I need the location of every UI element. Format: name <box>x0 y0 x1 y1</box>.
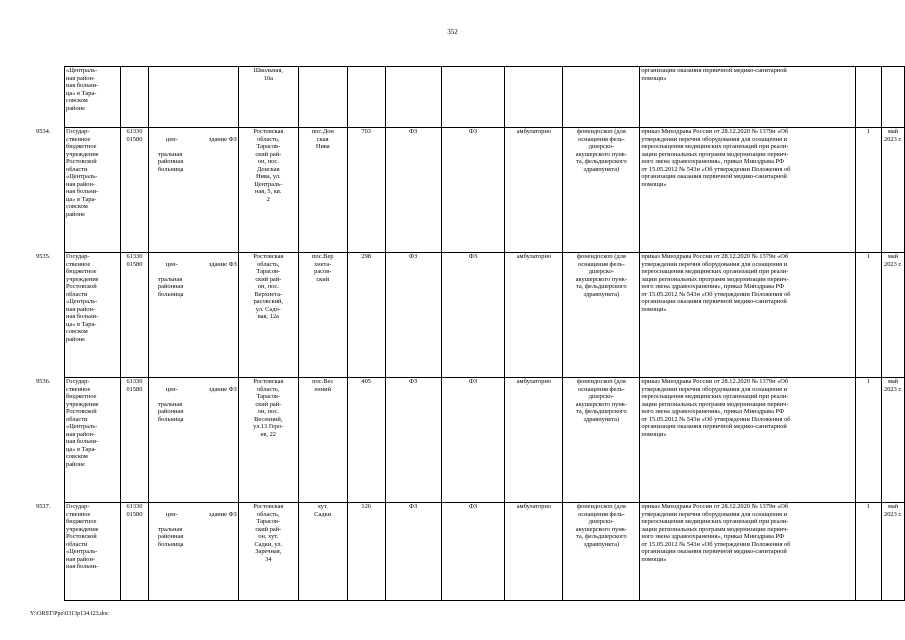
basis-cell: приказ Минздрава России от 28.12.2020 № 1379н «Об утверждении перечня оборудования для оснащения и переоснащения медицинских организаций при реали- зации региональных программ модернизации первич- ного звена здравоохранения», приказ Минздрава РФ от 15.05.2012 № 543н «Об утверждении Положения об организации оказания первичной медико-санитарной помощи» <box>640 253 856 378</box>
equipment-cell: фонендоскоп (для оснащения фель- дшерско- акушерского пунк- та, фельдшерского здравпункта) <box>563 503 640 601</box>
address-cell: Ростовская область, Тарасов- ский рай- он, пос. Верхнета- расовский, ул. Садо- вая, 12а <box>238 253 298 378</box>
equipment-cell: фонендоскоп (для оснащения фель- дшерско- акушерского пунк- та, фельдшерского здравпункта) <box>563 128 640 253</box>
type-cell: ФЗ <box>385 253 441 378</box>
institution-name: тральная районная больница <box>157 150 184 173</box>
mode-cell: амбулаторно <box>505 253 563 378</box>
date-cell: май 2023 г. <box>881 128 904 253</box>
building-label: здание ФЗ <box>208 510 237 518</box>
type-cell <box>385 67 441 128</box>
equipment-cell: фонендоскоп (для оснащения фель- дшерско- акушерского пунк- та, фельдшерского здравпункта) <box>563 378 640 503</box>
mode-cell: амбулаторно <box>505 503 563 601</box>
settlement-cell <box>298 67 347 128</box>
org-name: Государ- ственное бюджетное учреждение Ростовской области «Централь- ная район- ная больни- <box>66 503 99 571</box>
address-cell: Ростовская область, Тарасов- ский рай- он, хут. Садки, ул. Заречная, 34 <box>238 503 298 601</box>
building-label: здание ФЗ <box>208 135 237 143</box>
code-cell <box>120 67 148 128</box>
mode-cell: амбулаторно <box>505 378 563 503</box>
type-cell: ФЗ <box>441 253 505 378</box>
org-name: Государ- ственное бюджетное учреждение Ростовской области «Централь- ная район- ная больни- ца» в Тара- совском районе <box>66 253 99 344</box>
table-row <box>65 128 905 253</box>
org-cell <box>36 378 121 503</box>
equipment-table <box>36 66 905 601</box>
institution-cell <box>148 253 238 378</box>
type-cell: ФЗ <box>385 378 441 503</box>
settlement-cell: пос.Дон ская Нива <box>298 128 347 253</box>
row-number: 9535. <box>36 253 51 260</box>
type-cell: ФЗ <box>385 128 441 253</box>
org-cell <box>36 128 121 253</box>
equipment-cell: фонендоскоп (для оснащения фель- дшерско- акушерского пунк- та, фельдшерского здравпункта) <box>563 253 640 378</box>
table-row <box>65 378 905 503</box>
address-cell: Школьная, 10а <box>238 67 298 128</box>
settlement-cell: хут. Садки <box>298 503 347 601</box>
type-cell: ФЗ <box>441 503 505 601</box>
code-cell: 61330 01580 <box>120 503 148 601</box>
qty-cell: 1 <box>855 253 881 378</box>
org-name: Государ- ственное бюджетное учреждение Ростовской области «Централь- ная район- ная больни- ца» в Тара- совском районе <box>66 128 99 219</box>
document-path-footer: Y:\ORST\Ppo\0313p134.f23.doc <box>30 611 109 617</box>
institution-name: тральная районная больница <box>157 275 184 298</box>
institution-cell <box>148 503 238 601</box>
continuation-row <box>65 67 905 128</box>
page-number: 352 <box>447 28 458 36</box>
row-number: 9537. <box>36 503 51 510</box>
equipment-cell <box>563 67 640 128</box>
org-name: Государ- ственное бюджетное учреждение Ростовской области «Централь- ная район- ная больни- ца» в Тара- совском районе <box>66 378 99 469</box>
institution-cell <box>148 128 238 253</box>
institution-first-line: цен- <box>165 135 178 143</box>
qty-cell: 1 <box>855 503 881 601</box>
row-number: 9536. <box>36 378 51 385</box>
code-cell: 61330 01580 <box>120 128 148 253</box>
basis-cell: организации оказания первичной медико-санитарной помощи» <box>640 67 856 128</box>
institution-name: тральная районная больница <box>157 525 184 548</box>
type-cell: ФЗ <box>385 503 441 601</box>
qty-cell: 1 <box>855 378 881 503</box>
type-cell <box>441 67 505 128</box>
type-cell: ФЗ <box>441 378 505 503</box>
population-cell: 703 <box>347 128 385 253</box>
qty-cell: 1 <box>855 128 881 253</box>
population-cell: 126 <box>347 503 385 601</box>
building-label: здание ФЗ <box>208 260 237 268</box>
table-row <box>65 503 905 601</box>
settlement-cell: пос.Вер хнета- расов- ский <box>298 253 347 378</box>
institution-name: тральная районная больница <box>157 400 184 423</box>
row-number: 9534. <box>36 128 51 135</box>
address-cell: Ростовская область, Тарасов- ский рай- он, пос. Донская Нива, ул. Централь- ная, 5, кв. 2 <box>238 128 298 253</box>
population-cell: 405 <box>347 378 385 503</box>
basis-cell: приказ Минздрава России от 28.12.2020 № 1379н «Об утверждении перечня оборудования для оснащения и переоснащения медицинских организаций при реали- зации региональных программ модернизации первич- ного звена здравоохранения», приказ Минздрава РФ от 15.05.2012 № 543н «Об утверждении Положения об организации оказания первичной медико-санитарной помощи» <box>640 378 856 503</box>
mode-cell <box>505 67 563 128</box>
institution-first-line: цен- <box>165 260 178 268</box>
institution-first-line: цен- <box>165 385 178 393</box>
org-cell <box>36 503 121 601</box>
code-cell: 61330 01580 <box>120 378 148 503</box>
institution-first-line: цен- <box>165 510 178 518</box>
table-row <box>65 253 905 378</box>
date-cell: май 2023 г. <box>881 503 904 601</box>
date-cell: май 2023 г. <box>881 378 904 503</box>
population-cell: 298 <box>347 253 385 378</box>
org-cell: «Централь- ная район- ная больни- ца» в Тара- совском районе <box>65 67 121 128</box>
date-cell <box>881 67 904 128</box>
basis-cell: приказ Минздрава России от 28.12.2020 № 1379н «Об утверждении перечня оборудования для оснащения и переоснащения медицинских организаций при реали- зации региональных программ модернизации первич- ного звена здравоохранения», приказ Минздрава РФ от 15.05.2012 № 543н «Об утверждении Положения об организации оказания первичной медико-санитарной помощи» <box>640 128 856 253</box>
code-cell: 61330 01580 <box>120 253 148 378</box>
settlement-cell: пос.Вес енний <box>298 378 347 503</box>
mode-cell: амбулаторно <box>505 128 563 253</box>
building-label: здание ФЗ <box>208 385 237 393</box>
date-cell: май 2023 г. <box>881 253 904 378</box>
address-cell: Ростовская область, Тарасов- ский рай- он, пос. Весенний, ул.13 Геро- ев, 22 <box>238 378 298 503</box>
org-cell <box>36 253 121 378</box>
qty-cell <box>855 67 881 128</box>
institution-cell <box>148 378 238 503</box>
type-cell: ФЗ <box>441 128 505 253</box>
institution-cell <box>148 67 238 128</box>
basis-cell: приказ Минздрава России от 28.12.2020 № 1379н «Об утверждении перечня оборудования для оснащения и переоснащения медицинских организаций при реали- зации региональных программ модернизации первич- ного звена здравоохранения», приказ Минздрава РФ от 15.05.2012 № 543н «Об утверждении Положения об организации оказания первичной медико-санитарной помощи» <box>640 503 856 601</box>
population-cell <box>347 67 385 128</box>
